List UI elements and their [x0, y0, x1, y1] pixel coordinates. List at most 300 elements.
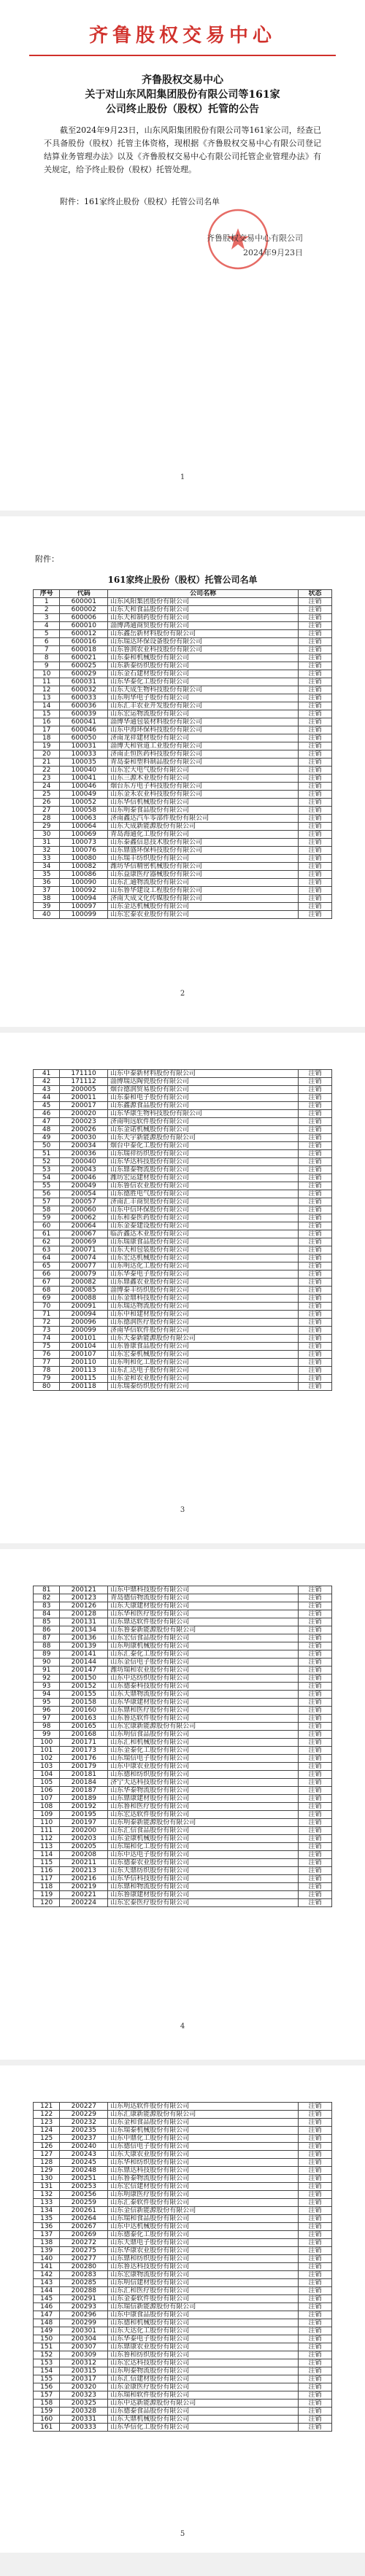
letterhead-title: 齐鲁股权交易中心 — [88, 25, 276, 47]
cell-seq: 98 — [34, 1723, 60, 1731]
page-number: 1 — [180, 473, 185, 481]
cell-code: 200079 — [60, 1270, 108, 1279]
cell-company-name: 山东汇和机械股份有限公司 — [108, 1739, 299, 1747]
cell-seq: 115 — [34, 1859, 60, 1867]
cell-company-name: 山东中达新能源股份有限公司 — [108, 2400, 299, 2408]
cell-code: 600025 — [60, 662, 108, 670]
cell-code: 100041 — [60, 775, 108, 783]
table-row — [34, 2271, 332, 2279]
cell-company-name: 山东天康农业股份有限公司 — [108, 2151, 299, 2159]
table-row — [34, 2247, 332, 2255]
cell-status: 注销 — [298, 1230, 331, 1238]
cell-status: 注销 — [298, 1602, 331, 1610]
cell-code: 200134 — [60, 1626, 108, 1634]
header-code: 代码 — [60, 590, 108, 598]
cell-code: 200200 — [60, 1827, 108, 1835]
cell-status: 注销 — [298, 2247, 331, 2255]
cell-status: 注销 — [298, 1383, 331, 1391]
cell-company-name: 山东汇康新能源股份有限公司 — [108, 2111, 299, 2119]
table-row — [34, 1142, 332, 1150]
cell-company-name: 山东德泰科技股份有限公司 — [108, 1683, 299, 1691]
table-row — [34, 750, 332, 759]
cell-seq: 12 — [34, 686, 60, 694]
table-row — [34, 1650, 332, 1659]
cell-status: 注销 — [298, 1118, 331, 1126]
cell-company-name: 山东华泰电子股份有限公司 — [108, 2335, 299, 2343]
cell-company-name: 山东鼎达软件股份有限公司 — [108, 1618, 299, 1626]
cell-code: 200121 — [60, 1586, 108, 1594]
cell-code: 100080 — [60, 855, 108, 863]
table-row — [34, 1779, 332, 1787]
cell-code: 100097 — [60, 903, 108, 911]
table-row — [34, 1827, 332, 1835]
cell-code: 200088 — [60, 1295, 108, 1303]
cell-code: 600032 — [60, 686, 108, 694]
table-row — [34, 678, 332, 686]
cell-status: 注销 — [298, 2143, 331, 2151]
cell-seq: 159 — [34, 2408, 60, 2416]
cell-status: 注销 — [298, 2167, 331, 2175]
table-row — [34, 1222, 332, 1230]
cell-seq: 85 — [34, 1618, 60, 1626]
cell-company-name: 山东鲁和纺织股份有限公司 — [108, 2351, 299, 2359]
cell-company-name: 山东天鼎机械股份有限公司 — [108, 2416, 299, 2424]
cell-code: 100031 — [60, 742, 108, 750]
table-row — [34, 1214, 332, 1222]
cell-seq: 75 — [34, 1343, 60, 1351]
table-row — [34, 2127, 332, 2135]
cell-status: 注销 — [299, 710, 332, 718]
table-row — [34, 1899, 332, 1907]
table-row — [34, 2263, 332, 2271]
cell-status: 注销 — [299, 759, 332, 767]
table-row — [34, 2351, 332, 2359]
cell-seq: 83 — [34, 1602, 60, 1610]
cell-status: 注销 — [298, 1078, 331, 1086]
cell-company-name: 潍坊瑞和农业股份有限公司 — [108, 1667, 299, 1675]
cell-code: 200017 — [60, 1102, 108, 1110]
cell-seq: 55 — [34, 1182, 60, 1190]
cell-company-name: 山东德泰化工股份有限公司 — [108, 2231, 299, 2239]
cell-code: 600012 — [60, 630, 108, 638]
cell-status: 注销 — [299, 702, 332, 710]
cell-company-name: 山东宏泰机械股份有限公司 — [108, 1351, 299, 1359]
cell-seq: 31 — [34, 839, 60, 847]
cell-seq: 95 — [34, 1699, 60, 1707]
cell-seq: 104 — [34, 1771, 60, 1779]
cell-company-name: 山东金泰软件股份有限公司 — [108, 2295, 299, 2303]
cell-company-name: 山东瑞信电子股份有限公司 — [108, 1755, 299, 1763]
table-row — [34, 1118, 332, 1126]
cell-seq: 11 — [34, 678, 60, 686]
table-row — [34, 2119, 332, 2127]
cell-code: 600001 — [60, 598, 108, 606]
cell-company-name: 山东天鼎电子股份有限公司 — [108, 2239, 299, 2247]
cell-status: 注销 — [299, 903, 332, 911]
cell-status: 注销 — [298, 1803, 331, 1811]
cell-status: 注销 — [298, 2335, 331, 2343]
cell-code: 200264 — [60, 2215, 108, 2223]
cell-seq: 99 — [34, 1731, 60, 1739]
cell-seq: 22 — [34, 767, 60, 775]
cell-status: 注销 — [298, 2127, 331, 2135]
table-row — [34, 2383, 332, 2391]
cell-seq: 101 — [34, 1747, 60, 1755]
cell-company-name: 山东金鼎科技股份有限公司 — [108, 1295, 299, 1303]
cell-seq: 153 — [34, 2359, 60, 2367]
table-row — [34, 791, 332, 799]
cell-seq: 13 — [34, 694, 60, 702]
table-row — [34, 1883, 332, 1891]
cell-seq: 130 — [34, 2175, 60, 2183]
table-row — [34, 1867, 332, 1875]
cell-seq: 39 — [34, 903, 60, 911]
cell-status: 注销 — [299, 694, 332, 702]
table-header-row — [34, 590, 332, 598]
cell-company-name: 山东瑞祥纺织股份有限公司 — [108, 1150, 299, 1158]
table-row — [34, 2375, 332, 2383]
cell-company-name: 山东明康机械股份有限公司 — [108, 1642, 299, 1650]
cell-company-name: 山东金达机械股份有限公司 — [108, 903, 299, 911]
letterhead — [29, 20, 336, 56]
table-row — [34, 630, 332, 638]
cell-code: 200107 — [60, 1351, 108, 1359]
cell-code: 200216 — [60, 1875, 108, 1883]
table-row — [34, 1610, 332, 1618]
page-5 — [0, 2065, 365, 2553]
cell-status: 注销 — [298, 1295, 331, 1303]
cell-seq: 52 — [34, 1158, 60, 1166]
cell-seq: 113 — [34, 1843, 60, 1851]
cell-code: 200309 — [60, 2351, 108, 2359]
table-row — [34, 1675, 332, 1683]
cell-code: 200267 — [60, 2223, 108, 2231]
table-row — [34, 1602, 332, 1610]
document-title-line-1: 齐鲁股权交易中心 — [142, 74, 223, 86]
cell-code: 200074 — [60, 1254, 108, 1262]
cell-company-name: 山东天康建材股份有限公司 — [108, 1602, 299, 1610]
cell-company-name: 山东鲁润农业科技股份有限公司 — [108, 646, 299, 654]
cell-status: 注销 — [298, 1351, 331, 1359]
cell-company-name: 山东华信机械股份有限公司 — [108, 799, 299, 807]
table-row — [34, 1659, 332, 1667]
table-row — [34, 1851, 332, 1859]
cell-status: 注销 — [298, 1198, 331, 1206]
cell-company-name: 山东金信新能源股份有限公司 — [108, 2207, 299, 2215]
table-row — [34, 638, 332, 646]
cell-status: 注销 — [298, 1843, 331, 1851]
cell-seq: 70 — [34, 1303, 60, 1311]
page-1 — [0, 0, 365, 511]
cell-seq: 35 — [34, 871, 60, 879]
cell-code: 200096 — [60, 1319, 108, 1327]
cell-status: 注销 — [298, 1634, 331, 1642]
cell-company-name: 山东德信电子股份有限公司 — [108, 2143, 299, 2151]
cell-company-name: 山东天和食品股份有限公司 — [108, 606, 299, 614]
cell-status: 注销 — [299, 911, 332, 919]
cell-company-name: 济南汇丰商贸股份有限公司 — [108, 1198, 299, 1206]
table-row — [34, 1803, 332, 1811]
cell-seq: 28 — [34, 815, 60, 823]
cell-code: 200054 — [60, 1190, 108, 1198]
cell-code: 200296 — [60, 2311, 108, 2319]
cell-seq: 29 — [34, 823, 60, 831]
cell-status: 注销 — [299, 807, 332, 815]
cell-seq: 2 — [34, 606, 60, 614]
cell-company-name: 山东明华电子股份有限公司 — [108, 694, 299, 702]
table-row — [34, 1667, 332, 1675]
cell-code: 200184 — [60, 1779, 108, 1787]
table-row — [34, 1206, 332, 1214]
cell-company-name: 山东金和食品股份有限公司 — [108, 2119, 299, 2127]
cell-company-name: 青岛海通化工股份有限公司 — [108, 831, 299, 839]
cell-company-name: 山东宏信建材股份有限公司 — [108, 2183, 299, 2191]
table-row — [34, 1126, 332, 1134]
cell-company-name: 山东德和机械股份有限公司 — [108, 2319, 299, 2327]
page-number: 5 — [180, 2530, 185, 2538]
table-row — [34, 887, 332, 895]
cell-code: 200152 — [60, 1683, 108, 1691]
cell-status: 注销 — [298, 1707, 331, 1715]
cell-code: 200171 — [60, 1739, 108, 1747]
cell-code: 200312 — [60, 2359, 108, 2367]
cell-company-name: 山东华信化工股份有限公司 — [108, 2424, 299, 2432]
cell-status: 注销 — [298, 1867, 331, 1875]
cell-status: 注销 — [298, 1343, 331, 1351]
cell-status: 注销 — [298, 1327, 331, 1335]
table-row — [34, 1254, 332, 1262]
table-row — [34, 646, 332, 654]
cell-status: 注销 — [298, 1102, 331, 1110]
cell-seq: 121 — [34, 2103, 60, 2111]
cell-code: 200328 — [60, 2408, 108, 2416]
table-row — [34, 855, 332, 863]
cell-company-name: 山东天鼎纺织股份有限公司 — [108, 1867, 299, 1875]
table-row — [34, 2327, 332, 2335]
cell-code: 200104 — [60, 1343, 108, 1351]
cell-status: 注销 — [298, 1359, 331, 1367]
cell-code: 200085 — [60, 1287, 108, 1295]
cell-seq: 8 — [34, 654, 60, 662]
cell-code: 200248 — [60, 2167, 108, 2175]
cell-code: 200259 — [60, 2199, 108, 2207]
cell-code: 200195 — [60, 1811, 108, 1819]
cell-code: 600016 — [60, 638, 108, 646]
table-row — [34, 734, 332, 742]
cell-status: 注销 — [298, 1883, 331, 1891]
cell-status: 注销 — [298, 1610, 331, 1618]
cell-seq: 106 — [34, 1787, 60, 1795]
table-row — [34, 1311, 332, 1319]
cell-code: 100040 — [60, 767, 108, 775]
cell-code: 100035 — [60, 759, 108, 767]
cell-code: 600029 — [60, 670, 108, 678]
table-row — [34, 1747, 332, 1755]
cell-code: 200057 — [60, 1198, 108, 1206]
cell-status: 注销 — [298, 1150, 331, 1158]
cell-status: 注销 — [298, 2175, 331, 2183]
cell-status: 注销 — [298, 1723, 331, 1731]
cell-seq: 105 — [34, 1779, 60, 1787]
cell-seq: 40 — [34, 911, 60, 919]
cell-company-name: 山东汇达电子股份有限公司 — [108, 1367, 299, 1375]
cell-company-name: 临沂鑫达木业股份有限公司 — [108, 1230, 299, 1238]
cell-code: 200005 — [60, 1086, 108, 1094]
cell-company-name: 山东中海环保科技股份有限公司 — [108, 726, 299, 734]
cell-seq: 91 — [34, 1667, 60, 1675]
cell-company-name: 山东鑫岳新材料股份有限公司 — [108, 630, 299, 638]
cell-code: 200030 — [60, 1134, 108, 1142]
cell-status: 注销 — [298, 2295, 331, 2303]
cell-code: 200060 — [60, 1206, 108, 1214]
cell-code: 200235 — [60, 2127, 108, 2135]
cell-code: 200049 — [60, 1182, 108, 1190]
page-number: 2 — [180, 990, 185, 998]
cell-status: 注销 — [298, 1731, 331, 1739]
table-row — [34, 1182, 332, 1190]
cell-seq: 134 — [34, 2207, 60, 2215]
signing-organization: 齐鲁股权交易中心有限公司 — [207, 233, 303, 243]
table-row — [34, 726, 332, 734]
table-row — [34, 1586, 332, 1594]
cell-company-name: 山东鲁达科技股份有限公司 — [108, 2263, 299, 2271]
cell-code: 200118 — [60, 1383, 108, 1391]
cell-seq: 80 — [34, 1383, 60, 1391]
cell-seq: 139 — [34, 2247, 60, 2255]
cell-company-name: 山东瑞泰机械股份有限公司 — [108, 2127, 299, 2135]
cell-company-name: 山东明信食品股份有限公司 — [108, 1731, 299, 1739]
cell-status: 注销 — [298, 1787, 331, 1795]
cell-code: 600010 — [60, 622, 108, 630]
table-row — [34, 1327, 332, 1335]
cell-seq: 14 — [34, 702, 60, 710]
cell-code: 200288 — [60, 2287, 108, 2295]
cell-status: 注销 — [298, 2416, 331, 2424]
cell-code: 200069 — [60, 1238, 108, 1246]
table-row — [34, 839, 332, 847]
cell-code: 200168 — [60, 1731, 108, 1739]
cell-code: 200150 — [60, 1675, 108, 1683]
cell-company-name: 山东德润医疗股份有限公司 — [108, 1319, 299, 1327]
table-row — [34, 863, 332, 871]
cell-code: 200192 — [60, 1803, 108, 1811]
cell-company-name: 淄博华通包装材料股份有限公司 — [108, 718, 299, 726]
cell-code: 200091 — [60, 1303, 108, 1311]
cell-code: 200325 — [60, 2400, 108, 2408]
cell-company-name: 山东鼎和纺织股份有限公司 — [108, 2255, 299, 2263]
cell-seq: 92 — [34, 1675, 60, 1683]
cell-status: 注销 — [298, 1667, 331, 1675]
cell-status: 注销 — [298, 2400, 331, 2408]
cell-seq: 19 — [34, 742, 60, 750]
header-name: 公司名称 — [108, 590, 299, 598]
cell-company-name: 山东天和包装股份有限公司 — [108, 1246, 299, 1254]
cell-seq: 158 — [34, 2400, 60, 2408]
cell-seq: 16 — [34, 718, 60, 726]
cell-seq: 132 — [34, 2191, 60, 2199]
cell-code: 171110 — [60, 1070, 108, 1078]
cell-status: 注销 — [298, 1214, 331, 1222]
cell-status: 注销 — [299, 686, 332, 694]
letterhead-rule — [29, 55, 336, 56]
cell-status: 注销 — [298, 1683, 331, 1691]
cell-company-name: 山东中康食品股份有限公司 — [108, 2311, 299, 2319]
table-row — [34, 1819, 332, 1827]
cell-code: 200307 — [60, 2343, 108, 2351]
cell-seq: 81 — [34, 1586, 60, 1594]
cell-code: 200256 — [60, 2191, 108, 2199]
table-row — [34, 1078, 332, 1086]
cell-company-name: 青岛德信物流股份有限公司 — [108, 1594, 299, 1602]
cell-seq: 56 — [34, 1190, 60, 1198]
cell-seq: 30 — [34, 831, 60, 839]
cell-seq: 140 — [34, 2255, 60, 2263]
cell-seq: 118 — [34, 1883, 60, 1891]
cell-seq: 137 — [34, 2231, 60, 2239]
cell-company-name: 山东明泰新能源股份有限公司 — [108, 1819, 299, 1827]
document-title — [44, 73, 321, 117]
cell-code: 200181 — [60, 1771, 108, 1779]
cell-code: 200323 — [60, 2391, 108, 2400]
cell-company-name: 山东风阳集团股份有限公司 — [108, 598, 299, 606]
table-row — [34, 775, 332, 783]
cell-code: 200304 — [60, 2335, 108, 2343]
cell-seq: 96 — [34, 1707, 60, 1715]
cell-status: 注销 — [298, 1626, 331, 1634]
cell-seq: 26 — [34, 799, 60, 807]
cell-company-name: 山东金泰建设股份有限公司 — [108, 1222, 299, 1230]
cell-company-name: 山东金泰化工股份有限公司 — [108, 1747, 299, 1755]
cell-status: 注销 — [299, 670, 332, 678]
cell-company-name: 山东中达纺织股份有限公司 — [108, 1675, 299, 1683]
cell-status: 注销 — [298, 1246, 331, 1254]
cell-status: 注销 — [298, 1659, 331, 1667]
table-row — [34, 1198, 332, 1206]
cell-code: 600018 — [60, 646, 108, 654]
table-row — [34, 1238, 332, 1246]
table-row — [34, 694, 332, 702]
cell-seq: 154 — [34, 2367, 60, 2375]
table-row — [34, 2223, 332, 2231]
cell-seq: 45 — [34, 1102, 60, 1110]
cell-code: 200197 — [60, 1819, 108, 1827]
cell-status: 注销 — [299, 791, 332, 799]
cell-status: 注销 — [298, 1779, 331, 1787]
cell-code: 100033 — [60, 750, 108, 759]
cell-status: 注销 — [298, 1174, 331, 1182]
cell-seq: 54 — [34, 1174, 60, 1182]
table-row — [34, 2400, 332, 2408]
cell-status: 注销 — [299, 726, 332, 734]
cell-status: 注销 — [299, 646, 332, 654]
cell-seq: 94 — [34, 1691, 60, 1699]
cell-seq: 90 — [34, 1659, 60, 1667]
cell-status: 注销 — [298, 1819, 331, 1827]
cell-seq: 42 — [34, 1078, 60, 1086]
cell-code: 200071 — [60, 1246, 108, 1254]
cell-status: 注销 — [298, 1094, 331, 1102]
cell-seq: 82 — [34, 1594, 60, 1602]
cell-company-name: 山东中达电子股份有限公司 — [108, 1851, 299, 1859]
cell-company-name: 山东德泰食品股份有限公司 — [108, 2408, 299, 2416]
cell-status: 注销 — [298, 1287, 331, 1295]
cell-code: 200189 — [60, 1795, 108, 1803]
table-row — [34, 718, 332, 726]
table-row — [34, 654, 332, 662]
cell-company-name: 山东华泰化工股份有限公司 — [108, 678, 299, 686]
cell-code: 200165 — [60, 1723, 108, 1731]
cell-seq: 61 — [34, 1230, 60, 1238]
